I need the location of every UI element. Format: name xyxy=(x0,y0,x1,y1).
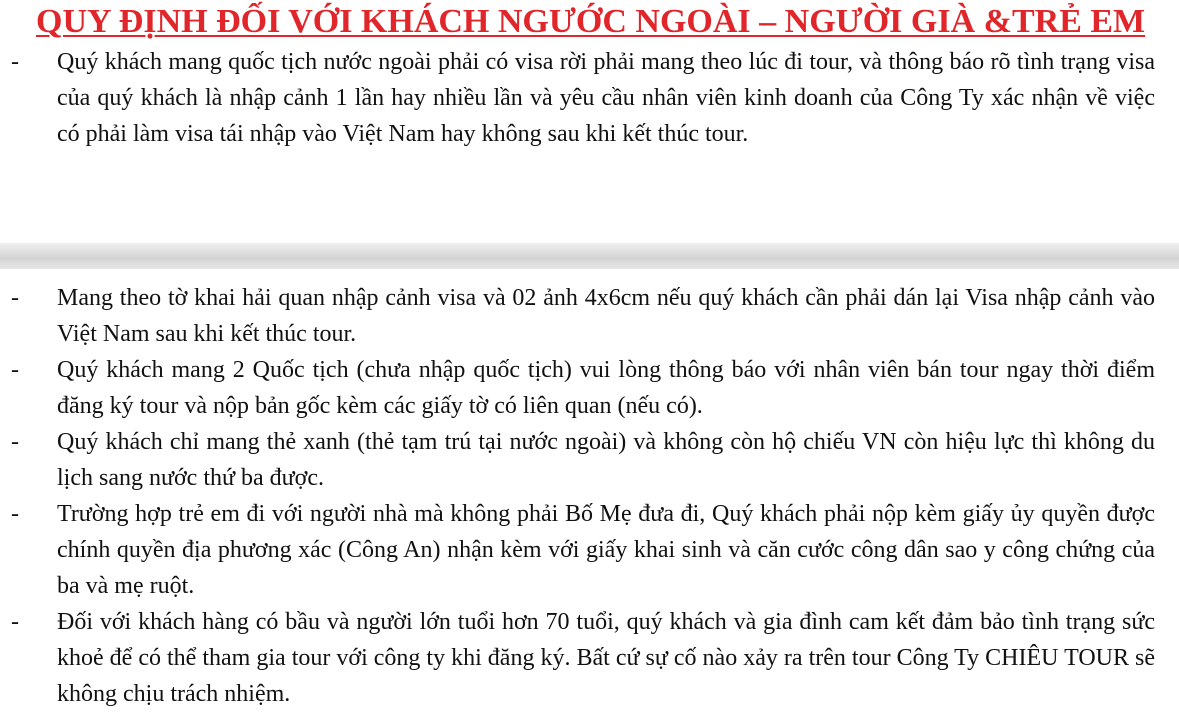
list-item-text: Đối với khách hàng có bầu và người lớn tuổi hơn 70 tuổi, quý khách và gia đình cam kết đảm bảo tình trạng sức khoẻ để có thể tham gia tour với công ty khi đăng ký. Bất cứ sự cố nào xảy ra trên tour Công Ty CHIÊU TOUR sẽ không chịu trách nhiệm. xyxy=(57,609,1155,707)
page-separator xyxy=(0,243,1179,269)
bullet-dash: - xyxy=(11,285,19,311)
list-item-text: Trường hợp trẻ em đi với người nhà mà không phải Bố Mẹ đưa đi, Quý khách phải nộp kèm giấy ủy quyền được chính quyền địa phương xác (Công An) nhận kèm với giấy khai sinh và căn cước công dân sao y công chứng của ba và mẹ ruột. xyxy=(57,501,1155,599)
list-item xyxy=(0,280,1155,352)
bullet-dash: - xyxy=(11,609,19,635)
list-item xyxy=(0,44,1155,152)
list-item-text: Quý khách mang quốc tịch nước ngoài phải có visa rời phải mang theo lúc đi tour, và thông báo rõ tình trạng visa của quý khách là nhập cảnh 1 lần hay nhiều lần và yêu cầu nhân viên kinh doanh của Công Ty xác nhận về việc có phải làm visa tái nhập vào Việt Nam hay không sau khi kết thúc tour. xyxy=(57,49,1155,147)
list-item xyxy=(0,424,1155,496)
document-page-1 xyxy=(0,0,1179,243)
list-item-text: Quý khách chỉ mang thẻ xanh (thẻ tạm trú tại nước ngoài) và không còn hộ chiếu VN còn hiệu lực thì không du lịch sang nước thứ ba được. xyxy=(57,429,1155,491)
page-1-list xyxy=(0,44,1155,152)
list-item-text: Quý khách mang 2 Quốc tịch (chưa nhập quốc tịch) vui lòng thông báo với nhân viên bán tour ngay thời điểm đăng ký tour và nộp bản gốc kèm các giấy tờ có liên quan (nếu có). xyxy=(57,357,1155,419)
list-item xyxy=(0,604,1155,712)
bullet-dash: - xyxy=(11,357,19,383)
list-item-text: Mang theo tờ khai hải quan nhập cảnh visa và 02 ảnh 4x6cm nếu quý khách cần phải dán lại Visa nhập cảnh vào Việt Nam sau khi kết thúc tour. xyxy=(57,285,1155,347)
document-page-2 xyxy=(0,269,1179,719)
page-2-list xyxy=(0,280,1155,712)
bullet-dash: - xyxy=(11,49,19,75)
document-title: QUY ĐỊNH ĐỐI VỚI KHÁCH NGƯỚC NGOÀI – NGƯỜI GIÀ &TRẺ EM xyxy=(36,3,1146,40)
bullet-dash: - xyxy=(11,501,19,527)
list-item xyxy=(0,352,1155,424)
list-item xyxy=(0,496,1155,604)
bullet-dash: - xyxy=(11,429,19,455)
